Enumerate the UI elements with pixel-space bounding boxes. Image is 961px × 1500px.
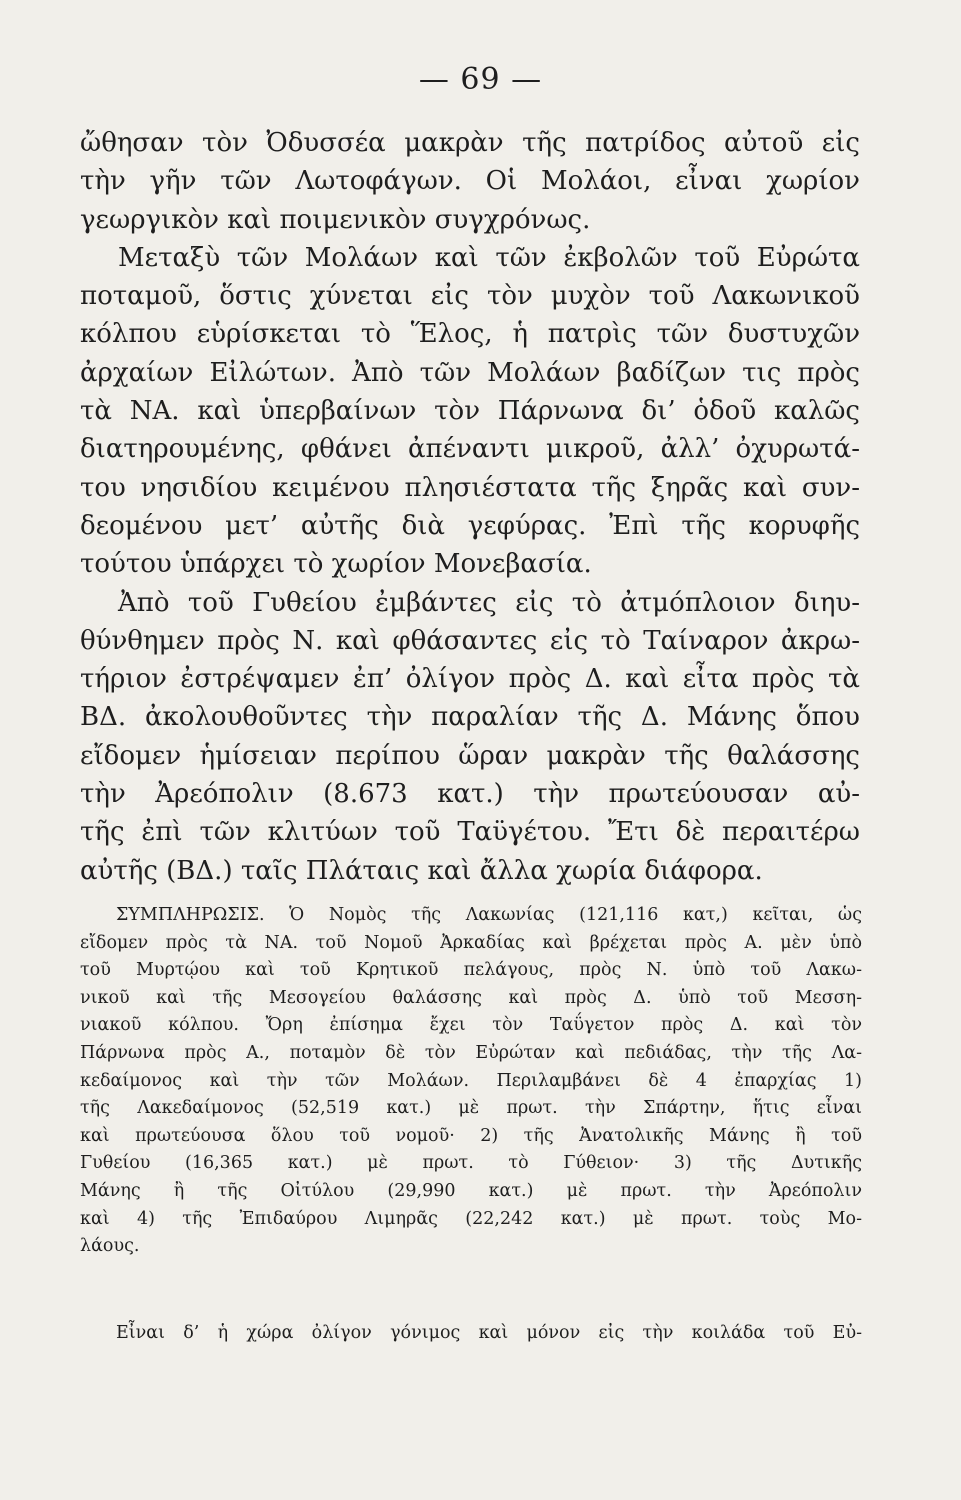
text-line: γεωργικὸν καὶ ποιμενικὸν συγχρόνως. bbox=[80, 204, 591, 235]
text-line: ΒΔ. ἀκολουθοῦντες τὴν παραλίαν τῆς Δ. Μάνης ὅπου bbox=[80, 702, 860, 733]
page-number: — 69 — bbox=[418, 62, 543, 97]
text-line: ποταμοῦ, ὅστις χύνεται εἰς τὸν μυχὸν τοῦ Λακωνικοῦ bbox=[80, 281, 860, 312]
text-line: νικοῦ καὶ τῆς Μεσογείου θαλάσσης καὶ πρὸς Δ. ὑπὸ τοῦ Μεσση- bbox=[80, 987, 862, 1008]
text-line: ὤθησαν τὸν Ὀδυσσέα μακρὰν τῆς πατρίδος αὐτοῦ εἰς bbox=[80, 128, 860, 158]
text-line: καὶ πρωτεύουσα ὅλου τοῦ νομοῦ· 2) τῆς Ἀνατολικῆς Μάνης ἢ τοῦ bbox=[80, 1125, 862, 1146]
text-line: καὶ 4) τῆς Ἐπιδαύρου Λιμηρᾶς (22,242 κατ.) μὲ πρωτ. τοὺς Μο- bbox=[80, 1208, 862, 1229]
text-line: τήριον ἐστρέψαμεν ἐπ’ ὀλίγον πρὸς Δ. καὶ εἶτα πρὸς τὰ bbox=[80, 664, 860, 695]
text-line: δεομένου μετ’ αὐτῆς διὰ γεφύρας. Ἐπὶ τῆς κορυφῆς bbox=[80, 510, 860, 541]
text-line: νιακοῦ κόλπου. Ὄρη ἐπίσημα ἔχει τὸν Ταΰγετον πρὸς Δ. καὶ τὸν bbox=[80, 1015, 862, 1036]
text-line: Μάνης ἢ τῆς Οἰτύλου (29,990 κατ.) μὲ πρωτ. τὴν Ἀρεόπολιν bbox=[80, 1180, 862, 1201]
text-line: τὰ ΝΑ. καὶ ὑπερβαίνων τὸν Πάρνωνα δι’ ὁδοῦ καλῶς bbox=[80, 396, 860, 427]
text-line: τοῦ Μυρτῴου καὶ τοῦ Κρητικοῦ πελάγους, πρὸς Ν. ὑπὸ τοῦ Λακω- bbox=[80, 960, 862, 981]
text-line: Ἀπὸ τοῦ Γυθείου ἐμβάντες εἰς τὸ ἀτμόπλοιον διηυ- bbox=[118, 587, 860, 618]
text-line: θύνθημεν πρὸς Ν. καὶ φθάσαντες εἰς τὸ Ταίναρον ἀκρω- bbox=[80, 625, 860, 656]
text-line: Μεταξὺ τῶν Μολάων καὶ τῶν ἐκβολῶν τοῦ Εὐρώτα bbox=[118, 242, 860, 273]
text-line: ἀρχαίων Εἰλώτων. Ἀπὸ τῶν Μολάων βαδίζων τις πρὸς bbox=[80, 357, 860, 388]
text-line: τῆς ἐπὶ τῶν κλιτύων τοῦ Ταϋγέτου. Ἔτι δὲ περαιτέρω bbox=[80, 817, 860, 848]
text-line: τὴν Ἀρεόπολιν (8.673 κατ.) τὴν πρωτεύουσαν αὐ- bbox=[80, 779, 860, 810]
text-line: τὴν γῆν τῶν Λωτοφάγων. Οἱ Μολάοι, εἶναι χωρίον bbox=[80, 166, 860, 197]
supplement-note bbox=[80, 902, 862, 1261]
continuation-paragraph bbox=[80, 1320, 862, 1358]
text-line: κόλπου εὑρίσκεται τὸ Ἕλος, ἡ πατρὶς τῶν δυστυχῶν bbox=[80, 319, 860, 350]
text-line: Πάρνωνα πρὸς Α., ποταμὸν δὲ τὸν Εὐρώταν καὶ πεδιάδας, τὴν τῆς Λα- bbox=[80, 1042, 862, 1063]
text-line: κεδαίμονος καὶ τὴν τῶν Μολάων. Περιλαμβάνει δὲ 4 ἐπαρχίας 1) bbox=[80, 1070, 862, 1091]
text-line: τῆς Λακεδαίμονος (52,519 κατ.) μὲ πρωτ. τὴν Σπάρτην, ἥτις εἶναι bbox=[80, 1098, 862, 1119]
text-line: Εἶναι δ’ ἡ χώρα ὀλίγον γόνιμος καὶ μόνον εἰς τὴν κοιλάδα τοῦ Εὐ- bbox=[116, 1323, 862, 1343]
text-line: εἴδομεν πρὸς τὰ ΝΑ. τοῦ Νομοῦ Ἀρκαδίας καὶ βρέχεται πρὸς Α. μὲν ὑπὸ bbox=[80, 932, 862, 953]
text-line: τούτου ὑπάρχει τὸ χωρίον Μονεβασία. bbox=[80, 549, 592, 580]
text-line: αὐτῆς (ΒΔ.) ταῖς Πλάταις καὶ ἄλλα χωρία διάφορα. bbox=[80, 855, 763, 886]
text-line: ΣΥΜΠΛΗΡΩΣΙΣ. Ὁ Νομὸς τῆς Λακωνίας (121,116 κατ,) κεῖται, ὡς bbox=[116, 905, 862, 925]
text-line: εἴδομεν ἡμίσειαν περίπου ὥραν μακρὰν τῆς θαλάσσης bbox=[80, 740, 860, 771]
text-line: Γυθείου (16,365 κατ.) μὲ πρωτ. τὸ Γύθειον· 3) τῆς Δυτικῆς bbox=[80, 1153, 862, 1174]
text-line: λάους. bbox=[80, 1236, 140, 1257]
text-line: του νησιδίου κειμένου πλησιέστατα τῆς ξηρᾶς καὶ συν- bbox=[80, 472, 860, 503]
text-line: διατηρουμένης, φθάνει ἀπέναντι μικροῦ, ἀλλ’ ὀχυρωτά- bbox=[80, 434, 860, 465]
main-text bbox=[80, 124, 860, 890]
